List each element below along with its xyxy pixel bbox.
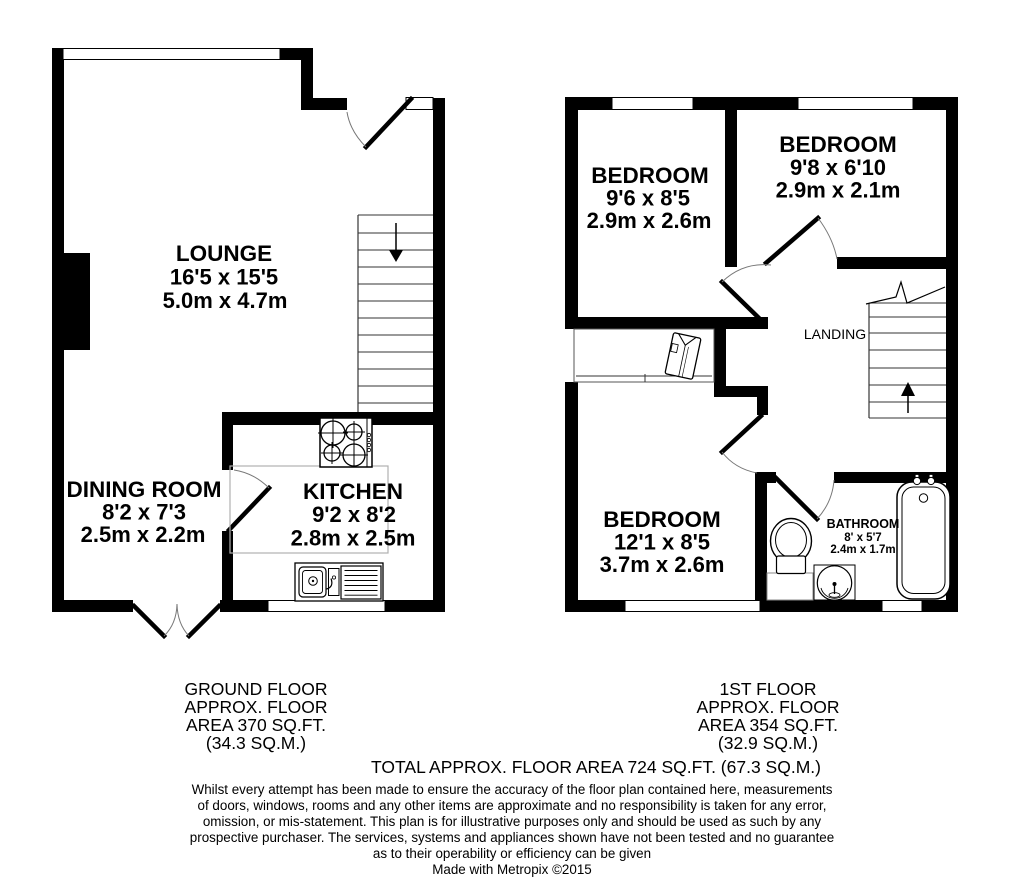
ground-floor-caption — [185, 679, 328, 753]
hob-icon — [318, 418, 372, 467]
first-floor-plan — [565, 97, 958, 612]
wardrobe — [574, 329, 714, 382]
room-size-imperial: 8' x 5'7 — [844, 532, 882, 544]
room-name: BEDROOM — [603, 507, 721, 532]
kitchen-door-icon — [229, 470, 269, 530]
kitchen-label — [291, 479, 416, 551]
chimney-breast — [52, 253, 90, 350]
room-name: BEDROOM — [591, 163, 709, 188]
disclaimer-line: Whilst every attempt has been made to ensure the accuracy of the floor plan contained here, measurements — [191, 782, 833, 797]
ground-floor-staircase — [358, 215, 433, 412]
caption-line: AREA 354 SQ.FT. — [697, 715, 839, 735]
disclaimer-line: omission, or mis-statement. This plan is for illustrative purposes only and should be used as such by any — [202, 814, 822, 829]
room-size-metric: 3.7m x 2.6m — [599, 552, 725, 577]
room-size-imperial: 9'8 x 6'10 — [789, 155, 887, 180]
caption-line: APPROX. FLOOR — [696, 697, 840, 717]
bedroom3-label — [600, 507, 725, 577]
room-size-metric: 2.9m x 2.1m — [775, 177, 901, 203]
bedroom2-label — [776, 132, 901, 203]
caption-line: APPROX. FLOOR — [184, 697, 328, 717]
ground-floor-plan — [52, 48, 445, 636]
toilet-shelf — [767, 573, 813, 600]
lounge-label — [163, 241, 288, 313]
lounge-window-icon — [63, 49, 280, 60]
bedroom2-door-icon — [766, 218, 837, 263]
caption-line: GROUND FLOOR — [184, 679, 328, 699]
toilet-icon — [771, 519, 812, 574]
dining-room-label — [67, 477, 222, 547]
stairs-up-arrow-icon — [901, 382, 915, 413]
bedroom3-door-icon — [722, 416, 761, 473]
room-name: KITCHEN — [303, 479, 403, 504]
disclaimer-line: prospective purchaser. The services, systems and appliances shown have not been tested and no guarantee — [189, 830, 835, 845]
room-name: BEDROOM — [779, 132, 897, 157]
stairs-down-arrow-icon — [389, 223, 403, 262]
bedroom1-label — [587, 163, 712, 233]
room-size-metric: 2.9m x 2.6m — [586, 208, 712, 233]
room-size-metric: 5.0m x 4.7m — [162, 288, 288, 313]
room-size-imperial: 8'2 x 7'3 — [102, 499, 186, 525]
disclaimer — [190, 782, 834, 877]
first-floor-caption — [697, 679, 840, 753]
bathroom-door-icon — [776, 478, 834, 519]
room-size-imperial: 9'2 x 8'2 — [312, 502, 396, 527]
stair-break-line — [866, 282, 945, 304]
room-size-imperial: 12'1 x 8'5 — [613, 529, 711, 555]
caption-line: (32.9 SQ.M.) — [717, 733, 819, 753]
disclaimer-credit: Made with Metropix ©2015 — [432, 862, 592, 877]
bedroom1-window-icon — [612, 98, 693, 110]
landing-label: LANDING — [803, 326, 867, 342]
bathroom-window-icon — [882, 601, 922, 612]
caption-line: 1ST FLOOR — [719, 679, 817, 699]
patio-double-door-icon — [134, 604, 219, 636]
caption-line: (34.3 SQ.M.) — [205, 733, 307, 753]
bathroom-label — [827, 517, 900, 556]
disclaimer-line: of doors, windows, rooms and any other items are approximate and no responsibility is taken for any error, — [197, 798, 827, 813]
room-size-metric: 2.8m x 2.5m — [290, 525, 416, 551]
room-size-imperial: 9'6 x 8'5 — [606, 185, 690, 211]
room-size-imperial: 16'5 x 15'5 — [169, 264, 279, 290]
bathtub-icon — [897, 475, 950, 600]
bedroom3-window-icon — [625, 601, 760, 612]
room-name: LOUNGE — [175, 241, 273, 266]
room-size-metric: 2.4m x 1.7m — [830, 544, 896, 556]
bedroom2-window-icon — [798, 98, 913, 110]
front-door-icon — [347, 99, 411, 147]
disclaimer-line: as to their operability or efficiency can be given — [372, 846, 652, 861]
first-floor-staircase — [866, 282, 946, 418]
caption-line: AREA 370 SQ.FT. — [185, 715, 327, 735]
total-area-line: TOTAL APPROX. FLOOR AREA 724 SQ.FT. (67.3 SQ.M.) — [371, 757, 821, 777]
room-size-metric: 2.5m x 2.2m — [80, 522, 206, 547]
sink-icon — [295, 563, 383, 601]
room-name: DINING ROOM — [66, 477, 222, 502]
kitchen-window-icon — [268, 601, 385, 612]
basin-icon — [814, 565, 855, 600]
bedroom1-door-icon — [722, 265, 771, 322]
room-name: BATHROOM — [826, 517, 900, 531]
